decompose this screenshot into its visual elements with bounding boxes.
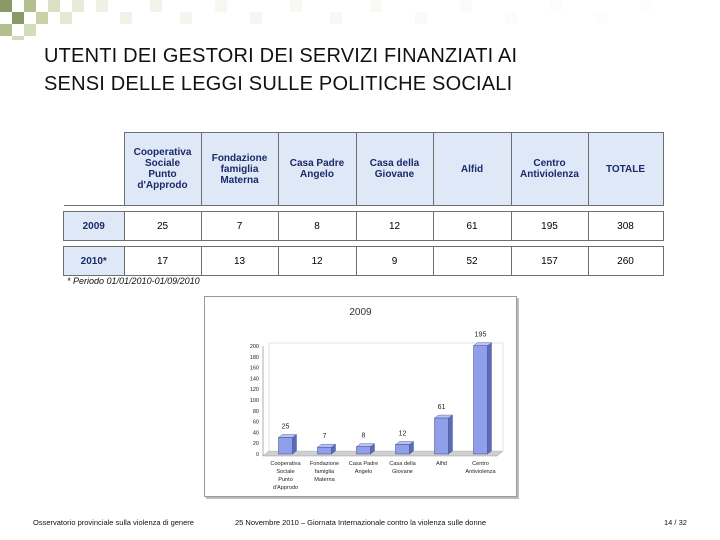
table-cell: 61	[433, 212, 511, 241]
x-tick-label: Cooperativa	[270, 461, 301, 467]
bar-value-label: 25	[281, 423, 290, 431]
y-tick-label: 80	[252, 408, 259, 415]
x-tick-label: Punto	[278, 477, 293, 483]
table-corner	[64, 133, 125, 206]
x-tick-label: Antiviolenza	[465, 469, 496, 475]
y-tick-label: 40	[252, 430, 259, 437]
page-number: 14 / 32	[664, 518, 687, 527]
x-tick-label: Casa della	[389, 461, 416, 467]
x-tick-label: Giovane	[392, 469, 413, 475]
y-tick-label: 100	[249, 398, 259, 404]
x-tick-label: Alfid	[436, 461, 447, 467]
chart-canvas	[205, 297, 516, 496]
x-tick-label: Casa Padre	[348, 461, 379, 467]
x-tick-label: famiglia	[314, 469, 335, 475]
bar	[396, 445, 410, 454]
table-cell: 12	[278, 247, 356, 276]
row-label: 2010*	[64, 247, 125, 276]
x-tick-label: Angelo	[354, 469, 373, 475]
table-cell: 7	[201, 212, 278, 241]
bar-side	[488, 343, 492, 454]
table-header: Cooperativa Sociale Punto d'Approdo	[124, 133, 201, 206]
bar-value-label: 7	[322, 433, 327, 441]
table-cell: 12	[356, 212, 433, 241]
footer-left: Osservatorio provinciale sulla violenza di genere	[33, 518, 194, 527]
x-tick-label: Materna	[314, 477, 335, 483]
table-cell: 195	[511, 212, 588, 241]
table-header: Fondazione famiglia Materna	[201, 133, 278, 206]
bar	[435, 418, 449, 454]
table-header: TOTALE	[588, 133, 663, 206]
x-tick-label: d'Approdo	[272, 485, 299, 491]
bar	[318, 447, 332, 454]
chart-title: 2009	[349, 307, 372, 318]
bar	[474, 346, 488, 454]
table-cell: 308	[588, 212, 663, 241]
data-table	[63, 132, 664, 276]
bar-chart	[204, 296, 517, 497]
table-cell: 157	[511, 247, 588, 276]
table-cell: 25	[124, 212, 201, 241]
row-label: 2009	[64, 212, 125, 241]
page-title-line-2: SENSI DELLE LEGGI SULLE POLITICHE SOCIALI	[44, 73, 513, 95]
bar-side	[293, 435, 297, 455]
y-tick-label: 140	[249, 376, 259, 383]
bar-value-label: 8	[361, 432, 366, 440]
bar-value-label: 195	[474, 331, 487, 339]
y-tick-label: 120	[249, 387, 259, 394]
y-tick-label: 60	[252, 419, 259, 426]
y-tick-label: 180	[249, 354, 259, 361]
table-header: Casa Padre Angelo	[278, 133, 356, 206]
bar	[279, 438, 293, 455]
table-cell: 17	[124, 247, 201, 276]
table-header: Centro Antiviolenza	[511, 133, 588, 206]
table-header: Alfid	[433, 133, 511, 206]
bar-side	[449, 415, 453, 454]
table-cell: 13	[201, 247, 278, 276]
y-tick-label: 200	[249, 344, 259, 350]
page-title-line-1: UTENTI DEI GESTORI DEI SERVIZI FINANZIATI AI	[44, 45, 518, 67]
table-cell: 52	[433, 247, 511, 276]
period-note: * Periodo 01/01/2010-01/09/2010	[67, 276, 200, 286]
table-cell: 8	[278, 212, 356, 241]
table-row	[64, 212, 664, 241]
table-cell: 9	[356, 247, 433, 276]
table-header: Casa della Giovane	[356, 133, 433, 206]
footer-center: 25 Novembre 2010 – Giornata Internazionale contro la violenza sulle donne	[235, 518, 486, 527]
chart-floor	[263, 451, 503, 456]
page-title	[44, 42, 684, 98]
y-tick-label: 20	[252, 441, 259, 448]
bar-value-label: 12	[398, 430, 407, 438]
table-header-row	[64, 133, 664, 206]
x-tick-label: Sociale	[276, 469, 295, 475]
y-tick-label: 0	[255, 452, 259, 458]
x-tick-label: Centro	[472, 461, 489, 467]
bar	[357, 447, 371, 454]
bar-value-label: 61	[437, 404, 446, 412]
x-tick-label: Fondazione	[309, 461, 340, 467]
chart-plot-area	[269, 343, 503, 451]
y-tick-label: 160	[249, 365, 259, 372]
table-cell: 260	[588, 247, 663, 276]
table-row	[64, 247, 664, 276]
decorative-banner	[0, 0, 720, 40]
